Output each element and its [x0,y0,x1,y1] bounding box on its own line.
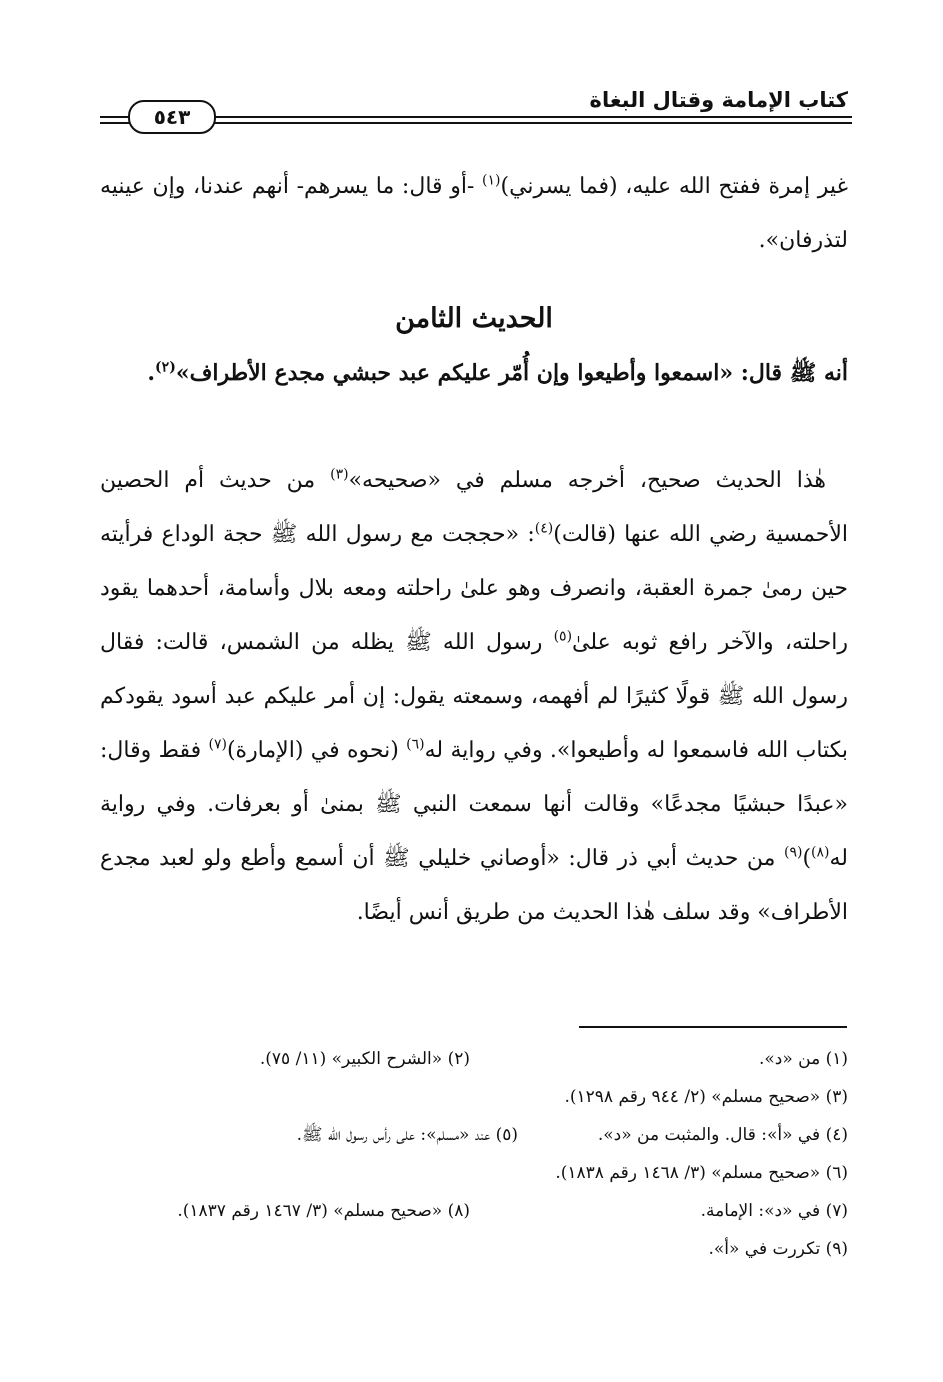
footnote-row [100,1154,848,1192]
running-header [100,82,852,130]
footnote-row [100,1040,848,1078]
hadith-body: أنه ﷺ قال: «اسمعوا وأطيعوا وإن أُمّر عليكم عبد حبشي مجدع الأطراف» [175,360,848,386]
paragraph-text: فقط وقال: «عبدًا حبشيًا مجدعًا» وقالت أنها سمعت النبي ﷺ بمنىٰ أو بعرفات. وفي رواية له [100,738,848,871]
paragraph-text: من حديث أبي ذر قال: «أوصاني خليلي ﷺ أن أسمع وأطع ولو لعبد مجدع الأطراف» وقد سلف هٰذا الحديث من طريق أنس أيضًا. [100,846,848,925]
paragraph-continuation [100,160,848,268]
footnote-ref: (٨) [811,844,830,861]
paragraph-text: من حديث أم الحصين الأحمسية رضي الله عنها (قالت) [100,468,848,547]
footnote: (٨) «صحيح مسلم» (٣/ ١٤٦٧ رقم ١٨٣٧). [177,1201,470,1221]
footnote: (٧) في «د»: الإمامة. [700,1201,848,1221]
section-heading: الحديث الثامن [395,303,553,334]
footnote: (٩) تكررت في «أ». [708,1239,848,1259]
footnote: (٥) عند «مسلم»: على رأس رسول الله ﷺ. [296,1125,518,1145]
footnote: (١) من «د». [758,1049,848,1069]
paragraph-text: ) [802,846,812,871]
paragraph-text: غير إمرة ففتح الله عليه، (فما يسرني) [500,174,848,199]
paragraph-text: : «حججت مع رسول الله ﷺ حجة الوداع فرأيته حين رمىٰ جمرة العقبة، وانصرف وهو علىٰ راحلته ومعه بلال وأسامة، أحدهما يقود راحلته، والآخر رافع ثوبه علىٰ [100,522,849,655]
footnote: (٤) في «أ»: قال. والمثبت من «د». [597,1125,848,1145]
footnote-ref: (٦) [406,736,425,753]
page-number: ٥٤٣ [128,100,216,134]
chapter-title: كتاب الإمامة وقتال البغاة [589,88,848,112]
footnote-row [100,1230,848,1268]
footnote-ref: (٢) [155,359,176,376]
commentary-paragraph [100,454,848,940]
footnote-separator [579,1026,847,1028]
paragraph-text: -أو قال: ما يسرهم- أنهم عندنا، وإن عينيه لتذرفان». [100,174,848,253]
footnote-ref: (٧) [208,736,227,753]
footnotes [100,1040,848,1268]
hadith-text [100,346,848,400]
footnote-row [100,1192,848,1230]
footnote-ref: (١) [482,172,501,189]
footnote-row [100,1078,848,1116]
paragraph-text: (نحوه في (الإمارة) [226,738,407,763]
footnote-ref: (٤) [534,520,554,537]
footnote-row [100,1116,848,1154]
footnote: (٣) «صحيح مسلم» (٢/ ٩٤٤ رقم ١٢٩٨). [564,1087,848,1107]
footnote-ref: (٩) [783,844,803,861]
footnote: (٦) «صحيح مسلم» (٣/ ١٤٦٨ رقم ١٨٣٨). [555,1163,848,1183]
hadith-end: . [147,360,156,386]
footnote-ref: (٣) [330,466,349,483]
paragraph-text: هٰذا الحديث صحيح، أخرجه مسلم في «صحيحه» [348,468,827,493]
paragraph-text: رسول الله ﷺ يظله من الشمس، قالت: فقال رسول الله ﷺ قولًا كثيرًا لم أفهمه، وسمعته يقول: إن أمر عليكم عبد أسود يقودكم بكتاب الله فاسمعوا له وأطيعوا». وفي رواية له [100,630,848,763]
footnote-ref: (٥) [553,628,573,645]
footnote: (٢) «الشرح الكبير» (١١/ ٧٥). [259,1049,470,1069]
